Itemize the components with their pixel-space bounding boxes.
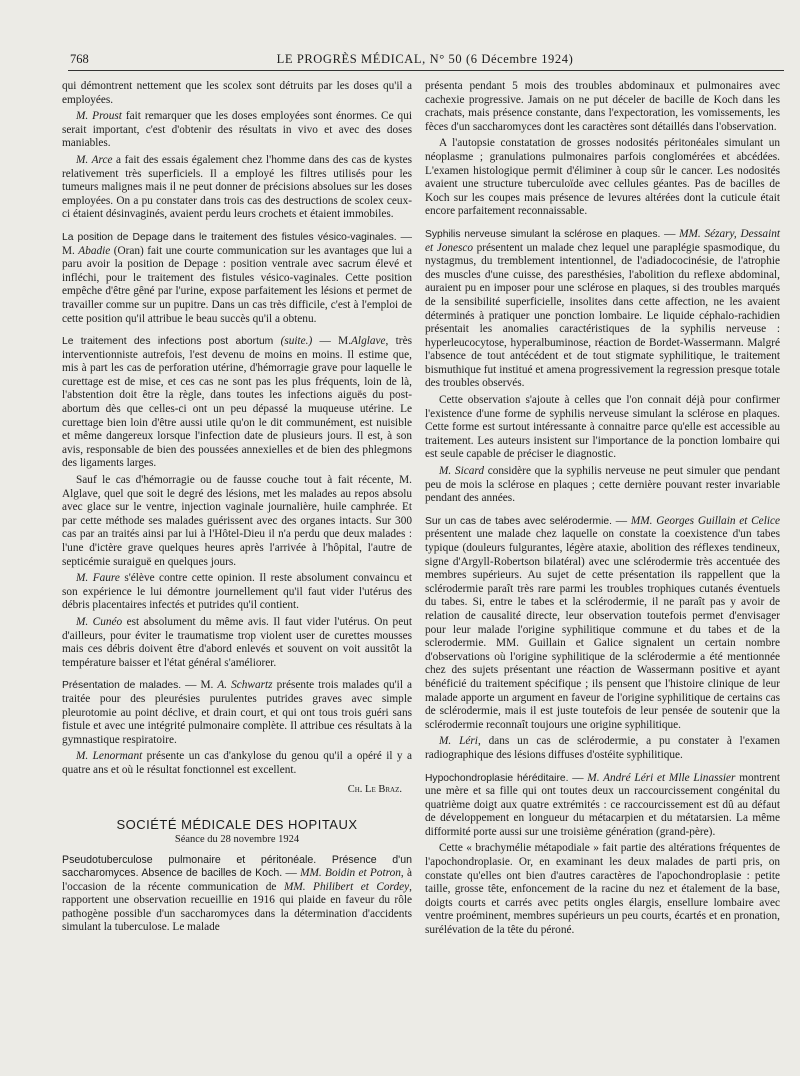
running-header [70, 50, 780, 72]
left-column [62, 80, 412, 938]
paragraph: M. Cunéo est absolument du même avis. Il faut vider l'utérus. On peut d'ailleurs, pour éviter le traumatisme trop violent user de curettes mousses mais ces débris doivent être d'abord enlevés et souvent on voit aussitôt la température baisser et l'état général s'améliorer. [62, 615, 412, 669]
paragraph: M. Arce a fait des essais également chez l'homme dans des cas de kystes relativement très superficiels. Il a employé les filtres utilisés pour les tumeurs malignes mais il ne peut donner de précisions absolues sur les doses employées. On a pu constater dans trois cas des destructions de scolex ceux-ci étaient désinvaginés, avaient perdu leurs crochets et étaient immobiles. [62, 153, 412, 221]
article-heading: Le traitement des infections post abortum [62, 336, 274, 348]
signature: Ch. Le Braz. [347, 783, 402, 795]
paragraph: M. Sicard considère que la syphilis nerveuse ne peut simuler que pendant peu de mois la sclérose en plaques ; cette dernière pouvant rester invariable pendant des années. [425, 465, 780, 505]
article-heading: Pseudotuberculose pulmonaire et péritonéale. Présence d'un saccharomyces. Absence de bacilles de Koch. [62, 853, 412, 880]
paragraph: Pseudotuberculose pulmonaire et péritonéale. Présence d'un saccharomyces. Absence de bacilles de Koch. — MM. Boidin et Potron, à l'occasion de la récente communication de MM. Philibert et Cordey, rapportent une observation recueillie en 1916 qui plaide en faveur du rôle pathogène possible d'un saccharomyces dans la détermination d'accidents simulant la tuberculose. Le malade [62, 853, 413, 934]
speaker-name: M. André Léri et Mlle Linassier [587, 771, 736, 784]
paragraph: M. Faure s'élève contre cette opinion. Il reste absolument convaincu et son expérience le lui démontre journellement qu'il faut vider l'utérus des débris placentaires infectés et putrides qu'il contient. [62, 572, 413, 612]
paragraph: Cette « brachymélie métapodiale » fait partie des altérations fréquentes de l'apochondroplasie. Or, en examinant les deux malades de parti pris, on constate qu'elles ont bien d'autres caractères de l'apochondroplasie : petite taille, grosse tête, enfoncement de la racine du nez et étalement de la base, doigts courts et carrés avec petits ongles élargis, ensellure lombaire avec ventre proéminent, membres supérieurs un peu courts, écartés et en pronation, surélévation de la tête du péroné. [425, 842, 780, 937]
speaker-name: M. Faure [76, 572, 120, 585]
section-date: Séance du 28 novembre 1924 [174, 833, 300, 845]
speaker-name: M. Arce [76, 153, 113, 166]
paragraph: Syphilis nerveuse simulant la sclérose en plaques. — MM. Sézary, Dessaint et Jonesco présentent un malade chez lequel une paraplégie spasmodique, du nystagmus, du tremblement intentionnel, de l'adiadococinésie, de l'atrophie des muscles d'une cuisse, des paresthésies, l'abolition du reflexe abdominal, auraient pu en imposer pour une sclérose en plaques, si des troubles marqués de la sensibilité superficielle, insolites dans cette affection, ne les avaient déterminés à pratiquer une ponction lombaire. Le liquide céphalo-rachidien présentait les anomalies caractéristiques de la syphilis nerveuse : hyperleucocytose, hyperalbuminose, réaction de Bordet-Wassermann. Malgré l'absence de tout antécédent et de tout stigmate syphilitique, le traitement bismuthique fut institué et amena progressivement la regression presque totale des troubles observés. [425, 227, 781, 390]
paragraph: La position de Depage dans le traitement des fistules vésico-vaginales. — M. Abadie (Oran) fait une courte communication sur les avantages que lui a paru avoir la position de Depage : position ventrale avec sacrum élevé et infléchi, pour le traitement des fistules vésico-vaginales. Cette position empêche d'être gêné par l'urine, expose parfaitement les lésions et permet de travailler comme sur un pupitre. Dans un cas très difficile, c'est à l'emploi de cette position qu'il attribue le beau succès qu'il a obtenu. [62, 230, 412, 325]
speaker-name: M. Sicard [439, 465, 484, 478]
speaker-name: MM. Georges Guillain et Celice [630, 514, 781, 527]
paragraph: Le traitement des infections post abortum (suite.) — M.Alglave, très interventionniste autrefois, l'est devenu de moins en moins. Il estime que, mis à part les cas de perforation utérine, d'hémorragie grave pour laquelle le curettage est de mise, et ces cas ne sont pas les plus fréquents, loin de là, l'abstention doit être la règle, dans toutes les infections aiguës du post-abortum dès que celles-ci ont un peu dépassé la muqueuse utérine. Le curettage bien loin d'être aussi utile qu'on le dit communément, est nuisible et même dangereux lorsque l'infection date de plusieurs jours. Il est, à son avis, responsable de bien des poussées annexielles et de bien des phlegmons des ligaments larges. [62, 335, 412, 470]
article-heading: Hypochondroplasie héréditaire. [425, 772, 569, 784]
paragraph: Sur un cas de tabes avec selérodermie. — MM. Georges Guillain et Celice présentent une malade chez laquelle on constate la coexistence d'un tabes typique (douleurs fulgurantes, légère ataxie, abolition des réflexes tendineux, signe d'Argyll-Robertson bilatéral) avec une sclérodermie très accentuée des membres supérieurs. Au sujet de cette présentation ils rappellent que la sclérodermie paraît très rare parmi les troubles trophiques cutanés éventuels du tabes. Si, entre le tabes et la sclérodermie, il ne paraît pas y avoir de relation de causalité directe, leur observation toutefois permet d'envisager pour leur malade l'origine syphilitique commune et du tabes et de la sclerodermie. MM. Guillain et Galice signalent un certain nombre d'observations où l'origine syphilitique de la sclérodermie a été mentionnée chez des sujets présentant une réaction de Wassermann positive et ayant bénéficié du traitement spécifique ; ils pensent que l'histoire clinique de leur malade apporte un argument en faveur de l'origine syphilitique de certains cas de sclérodermie, mais il est juste toutefois de leur pensée de soutenir que la sclérodermie reconnaît toujours une origine syphilitique. [425, 514, 781, 731]
speaker-name: MM. Sézary, Dessaint et Jonesco [425, 227, 781, 254]
paragraph: Cette observation s'ajoute à celles que l'on connait déjà pour confirmer l'existence d'une forme de syphilis nerveuse simulant la sclérose en plaques. Cette forme est surtout intéressante à connaitre parce qu'elle est accessible au traitement. Les auteurs insistent sur l'importance de la ponction lombaire qui est seule capable de préciser le diagnostic. [425, 394, 780, 461]
header-rule [68, 70, 784, 71]
paragraph: A l'autopsie constatation de grosses nodosités péritonéales simulant un néoplasme ; granulations pulmonaires parfois conglomérées et abcédées. L'examen histologique permit d'éliminer à coup sûr le cancer. Les nodosités avaient une structure tuberculoïde avec cellules géantes. Pas de bacilles de Koch sur les coupes mais présence de levures altérées dont la cuticule était encore parfaitement reconnaissable. [425, 137, 780, 218]
article-heading: Syphilis nerveuse simulant la sclérose en plaques. [425, 228, 661, 240]
paragraph: Sauf le cas d'hémorragie ou de fausse couche tout à fait récente, M. Alglave, quel que soit le degré des lésions, met les malades au repos absolu avec glace sur le ventre, injection vaginale journalière, huile camphrée. Et par cette méthode ses malades guérissent avec des organes intacts. Sur 300 cas par an traités ainsi par lui à l'Hôtel-Dieu il n'a perdu que deux malades : l'une d'ictère grave quelques heures après l'arrivée à l'hôpital, l'autre de septicémie suraiguë en quelques jours. [62, 474, 412, 568]
right-column [425, 80, 780, 941]
speaker-name: M. Proust [76, 110, 122, 123]
article-heading: Sur un cas de tabes avec selérodermie. [425, 515, 613, 527]
article-heading: Présentation de malades. [62, 680, 182, 692]
speaker-name: M. Léri [439, 735, 478, 748]
speaker-name: M. Lenormant [76, 750, 143, 763]
paragraph: Présentation de malades. — M. A. Schwartz présente trois malades qu'il a traitée pour des pleurésies purulentes putrides graves avec simple pleurotomie au point déclive, et drain court, et qui ont tous trois guéri sans fistule et avec une intégrité pulmonaire complète. Il attribue ces résultats à la gymnastique respiratoire. [62, 679, 412, 746]
section-title: SOCIÉTÉ MÉDICALE DES HOPITAUX [116, 816, 358, 832]
paragraph: présenta pendant 5 mois des troubles abdominaux et pulmonaires avec cachexie progressive. Jamais on ne put déceler de bacille de Koch dans les crachats, mais présence constante, dans l'expectoration, les vomissements, les fèces d'un saccharomyces dont les caractères sont détaillés dans l'observation. [425, 80, 780, 133]
running-title: LE PROGRÈS MÉDICAL, N° 50 (6 Décembre 1924) [276, 52, 574, 66]
speaker-name: MM. Philibert et Cordey [283, 880, 410, 893]
speaker-name: Alglave [351, 335, 386, 348]
page-number: 768 [70, 52, 89, 66]
paragraph: M. Léri, dans un cas de sclérodermie, a pu constater à l'examen radiographique des lésions diffuses d'ostéite syphilitique. [425, 735, 780, 761]
speaker-name: MM. Boidin et Potron [300, 867, 401, 880]
paragraph: qui démontrent nettement que les scolex sont détruits par les doses qu'il a employées. [62, 80, 412, 106]
speaker-name: M. Cunéo [76, 615, 123, 628]
speaker-name: A. Schwartz [217, 679, 273, 692]
speaker-name: Abadie [78, 244, 111, 257]
article-heading: La position de Depage dans le traitement des fistules vésico-vaginales. [62, 231, 397, 243]
paragraph: M. Proust fait remarquer que les doses employées sont énormes. Ce qui serait important, c'est d'obtenir des résultats in vivo et avec des doses maniables. [62, 110, 412, 150]
paragraph: M. Lenormant présente un cas d'ankylose du genou qu'il a opéré il y a quatre ans et où le résultat fonctionnel est excellent. [62, 750, 412, 776]
paragraph: Hypochondroplasie héréditaire. — M. André Léri et Mlle Linassier montrent une mère et sa fille qui ont toutes deux un raccourcissement congénital du quatrième doigt aux quatre extrémités : ce raccourcissement est dû au défaut de développement en longueur du métacarpien et du métatarsien. La même difformité porte aussi sur une troisième génération (grand-père). [425, 771, 780, 838]
